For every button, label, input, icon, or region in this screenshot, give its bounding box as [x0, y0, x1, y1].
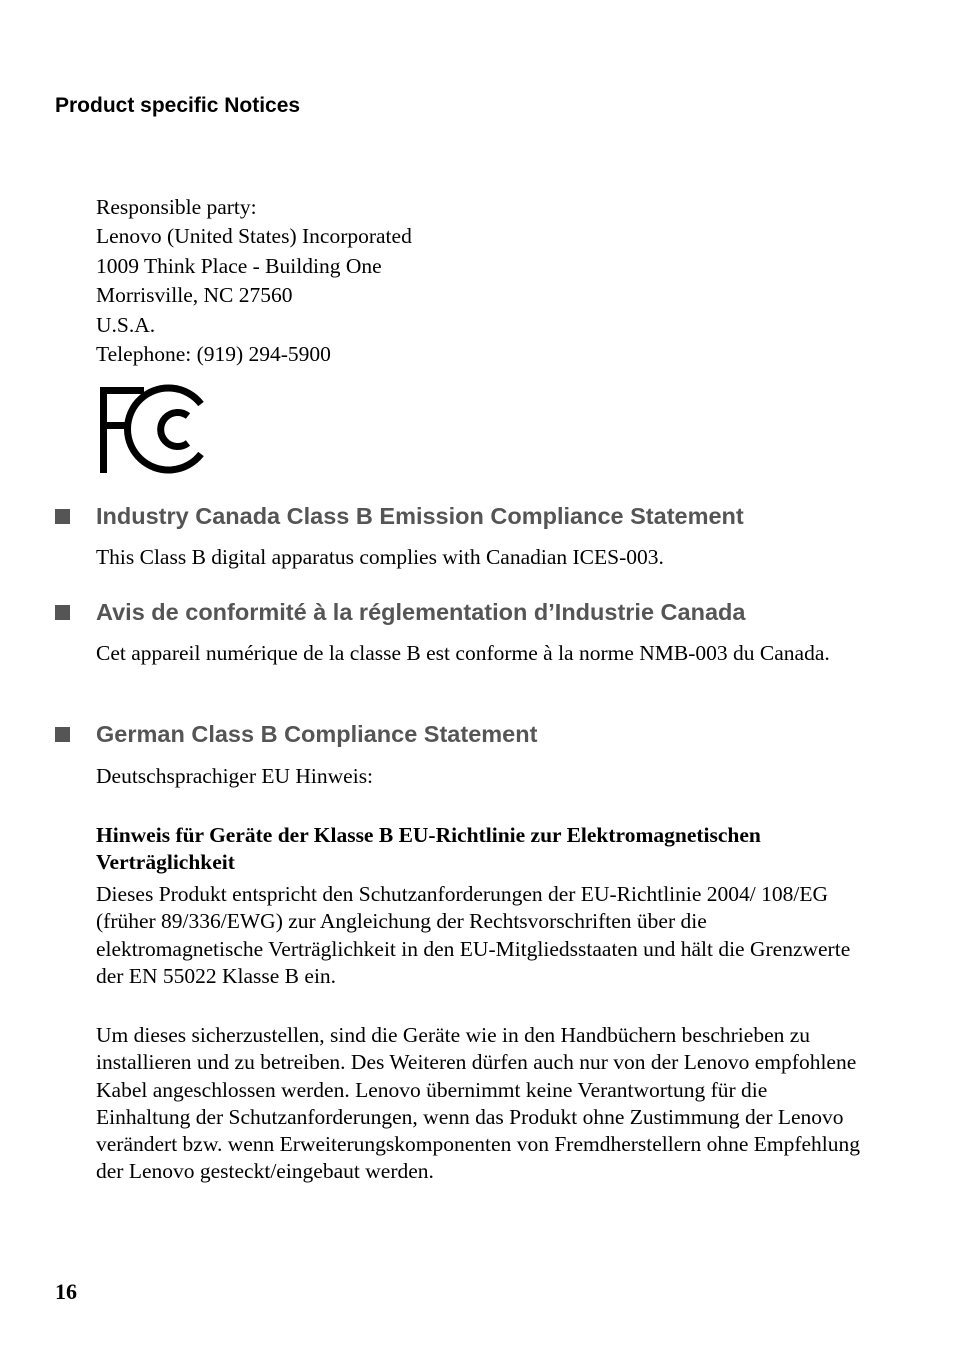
german-intro: Deutschsprachiger EU Hinweis: [96, 764, 374, 788]
square-bullet-icon [55, 605, 70, 620]
address-line: Telephone: (919) 294-5900 [96, 342, 331, 367]
industry-canada-body: This Class B digital apparatus complies with Canadian ICES-003. [96, 545, 664, 569]
avis-conformite-body: Cet appareil numérique de la classe B est conforme à la norme NMB-003 du Canada. [96, 641, 830, 665]
german-paragraph-1: Dieses Produkt entspricht den Schutzanforderungen der EU-Richtlinie 2004/ 108/EG (früher 89/336/EWG) zur Angleichung der Rechtsvorschriften über die elektromagnetische Verträglichkeit in den EU-Mitgliedsstaaten und hält die Grenzwerte der EN 55022 Klasse B ein. [96, 882, 851, 988]
address-line: Responsible party: [96, 195, 257, 219]
german-subheading: Hinweis für Geräte der Klasse B EU-Richtlinie zur Elektromagnetischen Verträglichkeit [96, 823, 761, 875]
avis-conformite-heading [55, 598, 745, 626]
section-heading-text: Avis de conformité à la réglementation d’Industrie Canada [96, 599, 746, 625]
responsible-party-address [96, 193, 412, 369]
section-heading-text: Industry Canada Class B Emission Compliance Statement [96, 503, 744, 529]
square-bullet-icon [55, 509, 70, 524]
address-line: Lenovo (United States) Incorporated [96, 224, 412, 249]
address-line: U.S.A. [96, 312, 156, 337]
address-line: Morrisville, NC 27560 [96, 283, 293, 308]
section-heading-text: German Class B Compliance Statement [96, 721, 538, 747]
address-line: 1009 Think Place - Building One [96, 253, 382, 278]
page-number: 16 [55, 1279, 77, 1304]
german-paragraph-2: Um dieses sicherzustellen, sind die Geräte wie in den Handbüchern beschrieben zu installieren und zu betreiben. Des Weiteren dürfen auch nur von der Lenovo empfohlene Kabel angeschlossen werden. Lenovo übernimmt keine Verantwortung für die Einhaltung der Schutzanforderungen, wenn das Produkt ohne Zustimmung der Lenovo verändert bzw. wenn Erweiterungskomponenten von Fremdherstellern ohne Empfehlung der Lenovo gesteckt/eingebaut werden. [96, 1023, 861, 1184]
german-heading [55, 720, 537, 748]
square-bullet-icon [55, 727, 70, 742]
fcc-logo-icon [98, 382, 210, 475]
page-header: Product specific Notices [55, 94, 301, 117]
industry-canada-heading [55, 502, 744, 530]
